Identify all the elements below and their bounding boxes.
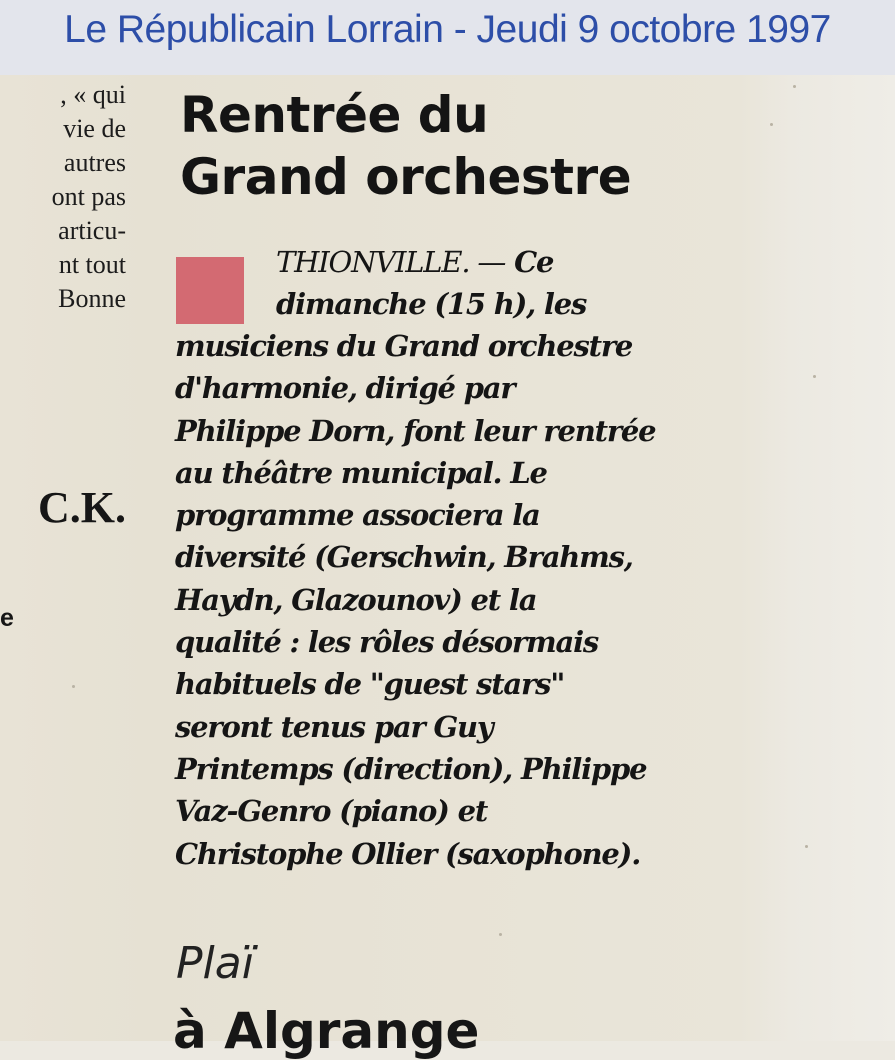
next-article-title: à Algrange [173,1002,480,1060]
body-line: programme associera la [175,498,540,533]
body-line: dimanche (15 h), les [276,287,587,322]
left-column-line: , « qui [60,80,126,109]
article-headline [180,84,631,208]
body-line: Vaz-Genro (piano) et [175,794,488,829]
paper-speck [793,85,796,88]
body-line: Haydn, Glazounov) et la [175,582,537,617]
next-article-kicker: Plaï [176,938,254,989]
body-line: au théâtre municipal. Le [175,455,547,490]
article-dateline: THIONVILLE. — [276,245,506,279]
left-column-line: vie de [63,114,126,143]
paper-speck [499,933,502,936]
paper-speck [770,123,773,126]
paper-speck [805,845,808,848]
body-line [276,241,586,283]
left-column-stub: e [0,604,14,632]
body-line-rest: Ce [505,245,554,279]
body-line: habituels de "guest stars" [175,667,565,702]
body-line: Printemps (direction), Philippe [175,751,647,786]
left-column-text [0,78,126,316]
body-line: Christophe Ollier (saxophone). [175,836,641,871]
left-column-line: nt tout [58,250,126,279]
body-line: musiciens du Grand orchestre [175,329,633,363]
article-body-intro [276,241,586,326]
body-line: seront tenus par Guy [175,709,493,744]
headline-line: Grand orchestre [180,148,632,206]
newspaper-title-date: Le Républicain Lorrain - Jeudi 9 octobre 1997 [64,8,831,51]
body-line: d'harmonie, dirigé par [175,371,515,406]
left-column-line: ont pas [51,182,126,211]
body-line: diversité (Gerschwin, Brahms, [175,540,633,575]
red-square-bullet [176,257,244,324]
left-column-line: Bonne [58,284,126,313]
body-line: Philippe Dorn, font leur rentrée [175,413,656,448]
left-column-signature: C.K. [38,483,126,532]
headline-line: Rentrée du [180,86,489,144]
body-line: qualité : les rôles désormais [175,625,599,660]
left-column-line: articu- [58,216,126,245]
paper-speck [813,375,816,378]
newspaper-header-bar [0,0,895,75]
article-body [175,325,655,875]
left-column-line: autres [63,148,126,177]
paper-speck [72,685,75,688]
